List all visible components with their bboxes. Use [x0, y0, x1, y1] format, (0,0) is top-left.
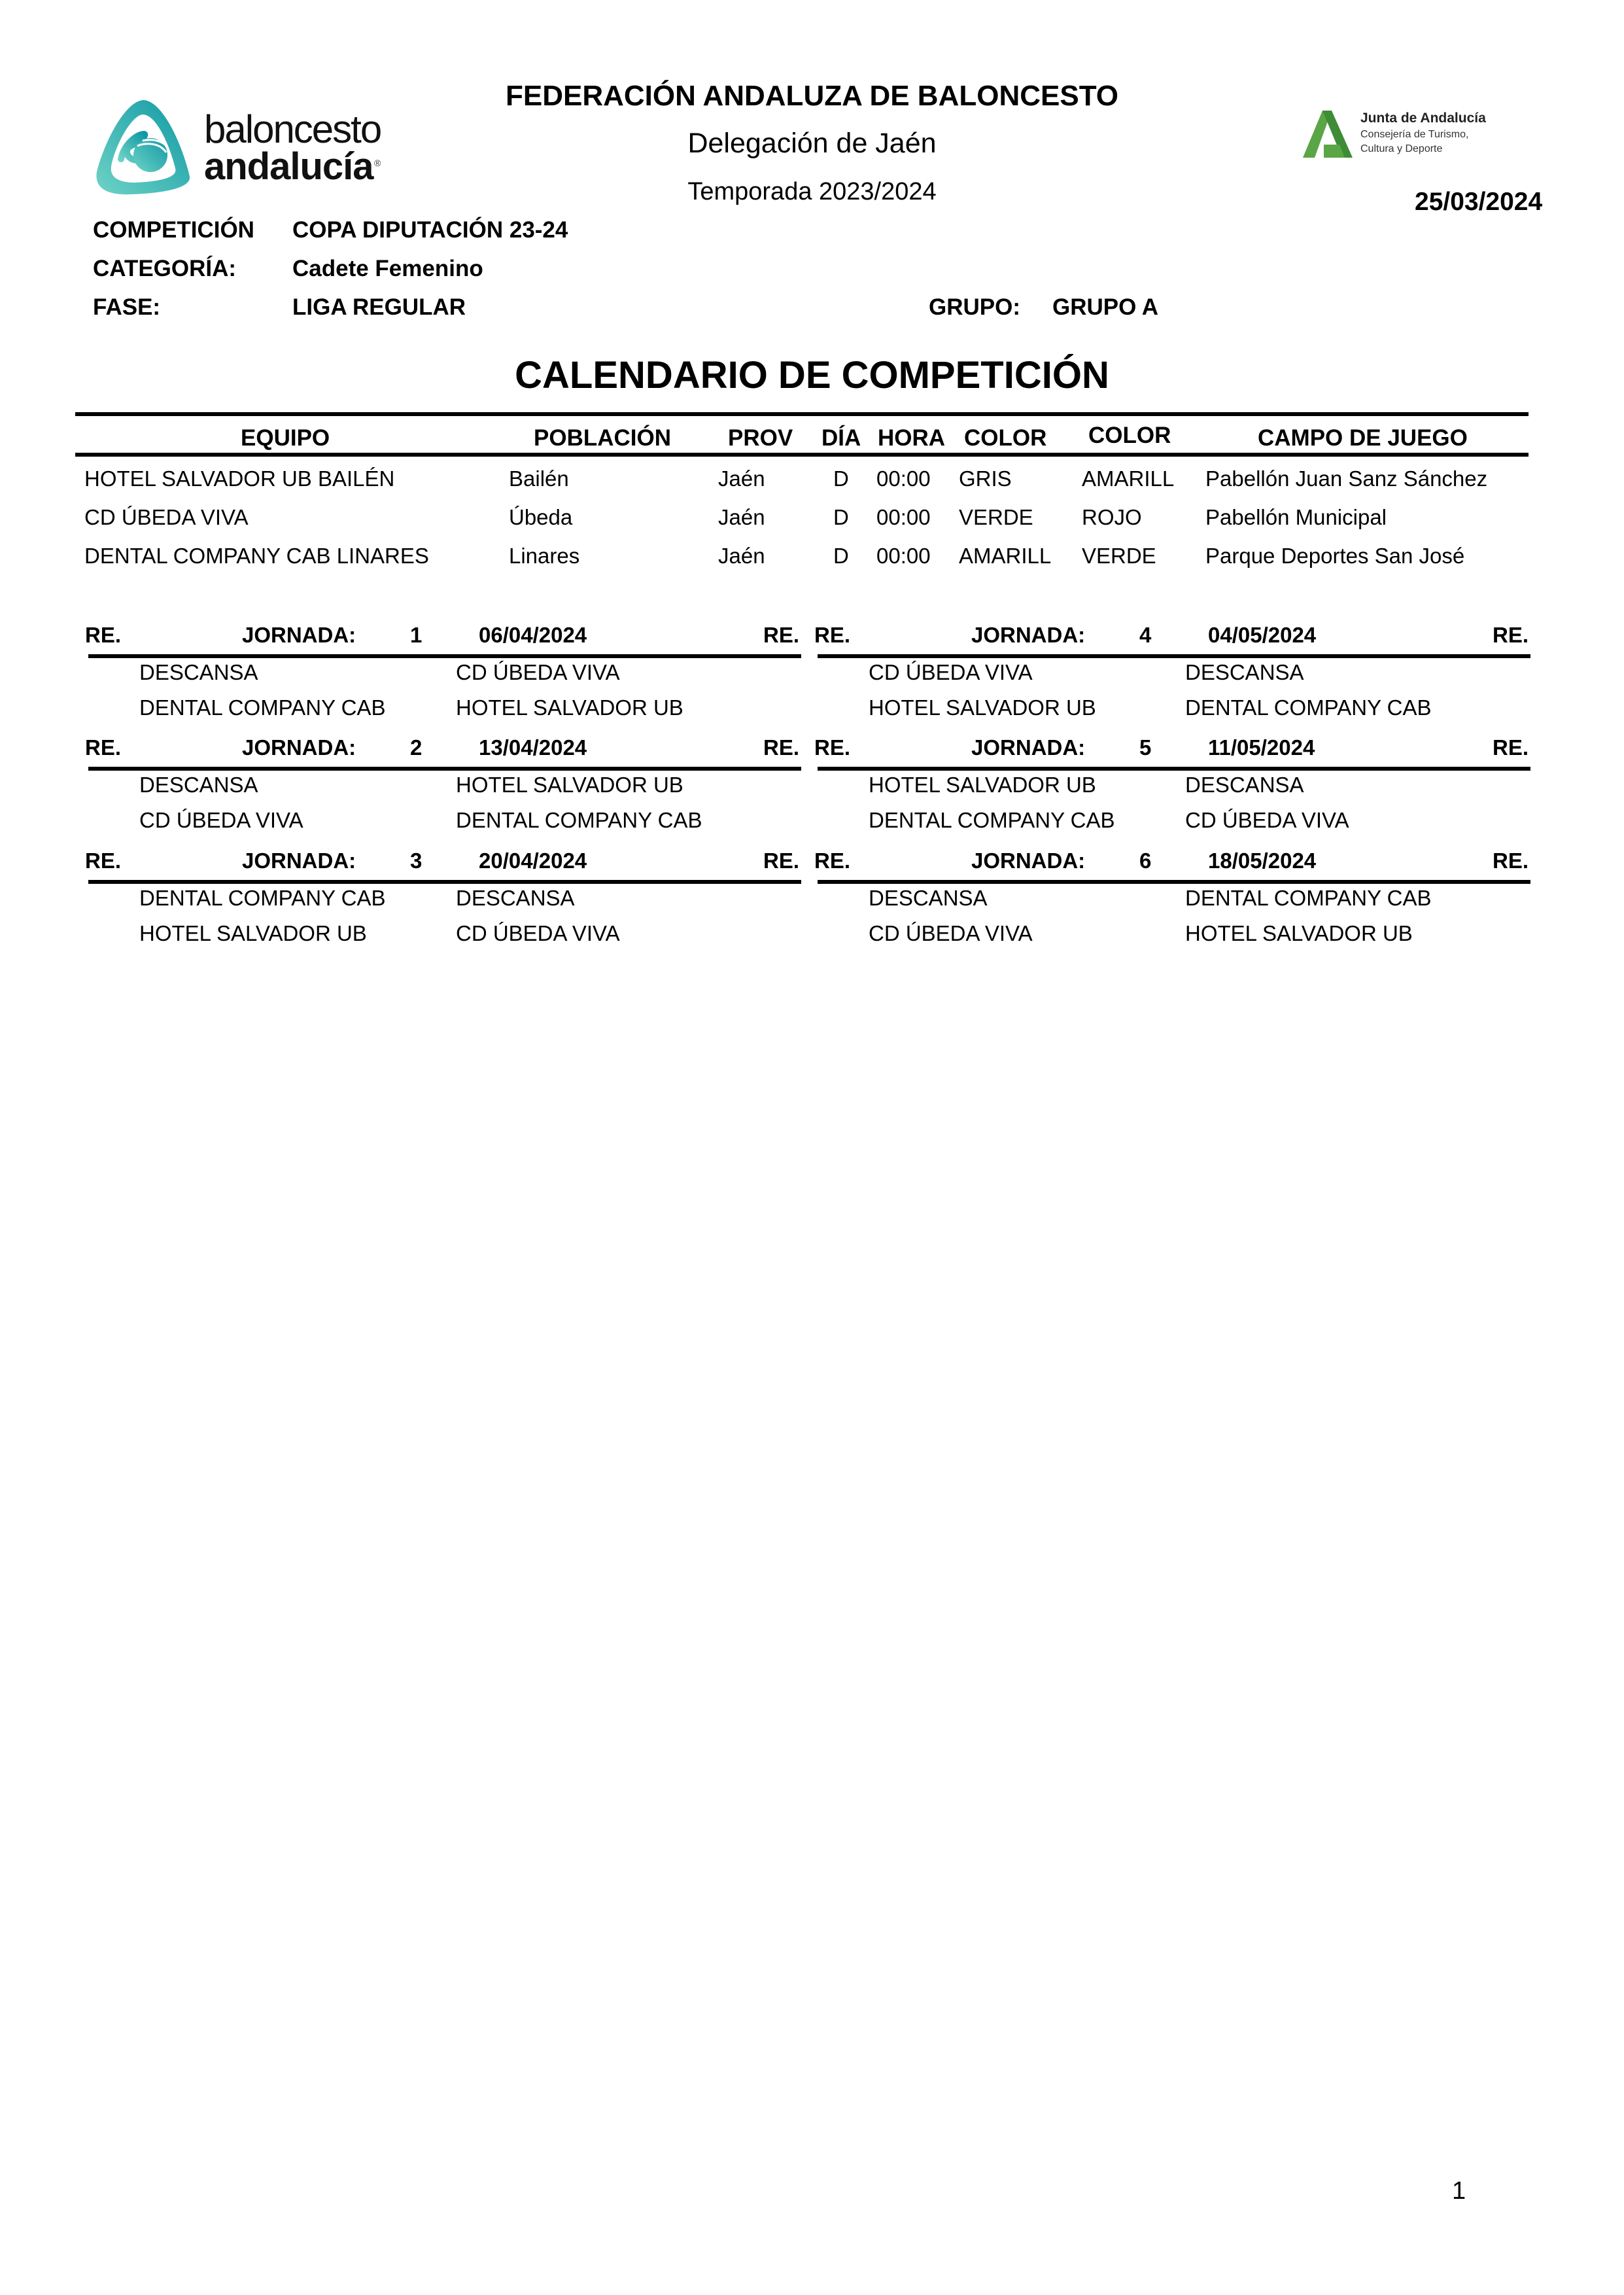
jornada-date: 04/05/2024	[1208, 623, 1317, 647]
re-label-right: RE.	[1493, 735, 1529, 760]
jornada-rule	[818, 654, 1530, 658]
re-label-left: RE.	[814, 735, 851, 760]
team-color-1: AMARILL	[959, 544, 1052, 568]
team-color-2: VERDE	[1082, 544, 1156, 568]
phase-value: LIGA REGULAR	[292, 294, 466, 320]
header-poblacion: POBLACIÓN	[534, 425, 671, 451]
match-home-team: DESCANSA	[139, 773, 258, 797]
match-home-team: HOTEL SALVADOR UB	[139, 921, 367, 945]
team-time: 00:00	[876, 466, 931, 491]
federation-logo-line1: baloncesto	[204, 107, 381, 151]
match-home-team: DESCANSA	[869, 886, 988, 910]
page-number: 1	[1452, 2177, 1466, 2205]
registered-mark: ®	[374, 158, 381, 168]
team-time: 00:00	[876, 505, 931, 529]
jornada-label: JORNADA:	[971, 735, 1086, 760]
header-color-1: COLOR	[964, 425, 1047, 451]
match-away-team: HOTEL SALVADOR UB	[456, 773, 683, 797]
junta-logo-line2: Consejería de Turismo,	[1360, 129, 1469, 140]
jornada-number: 4	[1139, 623, 1152, 647]
match-home-team: DENTAL COMPANY CAB	[869, 808, 1115, 832]
junta-logo-line1: Junta de Andalucía	[1360, 111, 1486, 126]
jornada-number: 5	[1139, 735, 1152, 760]
junta-logo-line3: Cultura y Deporte	[1360, 143, 1443, 154]
jornada-label: JORNADA:	[242, 623, 356, 647]
match-home-team: HOTEL SALVADOR UB	[869, 773, 1096, 797]
team-color-2: ROJO	[1082, 505, 1142, 529]
group-value: GRUPO A	[1052, 294, 1159, 320]
match-home-team: CD ÚBEDA VIVA	[139, 808, 303, 832]
match-away-team: DENTAL COMPANY CAB	[1185, 695, 1432, 720]
re-label-right: RE.	[763, 735, 800, 760]
team-province: Jaén	[718, 544, 765, 568]
team-province: Jaén	[718, 505, 765, 529]
match-home-team: CD ÚBEDA VIVA	[869, 921, 1033, 945]
team-color-1: VERDE	[959, 505, 1033, 529]
match-home-team: HOTEL SALVADOR UB	[869, 695, 1096, 720]
team-color-2: AMARILL	[1082, 466, 1175, 491]
jornada-label: JORNADA:	[971, 849, 1086, 873]
re-label-left: RE.	[85, 849, 122, 873]
phase-label: FASE:	[93, 294, 161, 320]
calendar-title: CALENDARIO DE COMPETICIÓN	[515, 354, 1109, 396]
team-name: CD ÚBEDA VIVA	[84, 505, 249, 529]
jornada-date: 18/05/2024	[1208, 849, 1317, 873]
jornada-label: JORNADA:	[242, 735, 356, 760]
match-away-team: DESCANSA	[456, 886, 575, 910]
federation-title: FEDERACIÓN ANDALUZA DE BALONCESTO	[505, 80, 1119, 112]
jornada-rule	[818, 880, 1530, 884]
team-town: Linares	[509, 544, 580, 568]
re-label-left: RE.	[85, 623, 122, 647]
header-prov: PROV	[728, 425, 793, 451]
jornada-number: 1	[410, 623, 423, 647]
jornada-date: 11/05/2024	[1208, 735, 1315, 760]
re-label-left: RE.	[814, 623, 851, 647]
re-label-left: RE.	[85, 735, 122, 760]
jornada-rule	[88, 654, 801, 658]
competition-value: COPA DIPUTACIÓN 23-24	[292, 217, 568, 243]
group-label: GRUPO:	[929, 294, 1020, 320]
jornada-rule	[818, 767, 1530, 771]
header-dia: DÍA	[821, 425, 861, 451]
re-label-right: RE.	[763, 849, 800, 873]
category-value: Cadete Femenino	[292, 256, 483, 281]
match-home-team: DESCANSA	[139, 660, 258, 684]
header-color-2: COLOR	[1088, 423, 1171, 448]
team-color-1: GRIS	[959, 466, 1012, 491]
match-away-team: DENTAL COMPANY CAB	[456, 808, 702, 832]
jornada-label: JORNADA:	[242, 849, 356, 873]
team-venue: Parque Deportes San José	[1205, 544, 1465, 568]
season: Temporada 2023/2024	[687, 178, 937, 205]
team-name: DENTAL COMPANY CAB LINARES	[84, 544, 429, 568]
match-away-team: HOTEL SALVADOR UB	[456, 695, 683, 720]
team-day: D	[833, 466, 849, 491]
match-away-team: CD ÚBEDA VIVA	[456, 921, 620, 945]
re-label-right: RE.	[1493, 623, 1529, 647]
match-away-team: HOTEL SALVADOR UB	[1185, 921, 1413, 945]
report-date: 25/03/2024	[1415, 188, 1543, 216]
delegation: Delegación de Jaén	[687, 128, 937, 159]
table-header-rule	[75, 453, 1529, 457]
category-label: CATEGORÍA:	[93, 256, 237, 281]
header-campo: CAMPO DE JUEGO	[1258, 425, 1468, 451]
team-province: Jaén	[718, 466, 765, 491]
match-away-team: DESCANSA	[1185, 660, 1304, 684]
team-town: Úbeda	[509, 505, 573, 529]
header-equipo: EQUIPO	[241, 425, 330, 451]
team-day: D	[833, 505, 849, 529]
competition-label: COMPETICIÓN	[93, 217, 254, 243]
re-label-right: RE.	[763, 623, 800, 647]
team-time: 00:00	[876, 544, 931, 568]
jornada-number: 6	[1139, 849, 1152, 873]
team-venue: Pabellón Municipal	[1205, 505, 1387, 529]
jornada-number: 2	[410, 735, 423, 760]
header-hora: HORA	[878, 425, 946, 451]
match-home-team: DENTAL COMPANY CAB	[139, 695, 386, 720]
match-away-team: DENTAL COMPANY CAB	[1185, 886, 1432, 910]
team-town: Bailén	[509, 466, 569, 491]
table-top-rule	[75, 412, 1529, 416]
re-label-left: RE.	[814, 849, 851, 873]
jornada-rule	[88, 767, 801, 771]
match-home-team: DENTAL COMPANY CAB	[139, 886, 386, 910]
team-venue: Pabellón Juan Sanz Sánchez	[1205, 466, 1488, 491]
match-away-team: CD ÚBEDA VIVA	[1185, 808, 1349, 832]
jornada-label: JORNADA:	[971, 623, 1086, 647]
jornada-date: 13/04/2024	[479, 735, 587, 760]
re-label-right: RE.	[1493, 849, 1529, 873]
match-home-team: CD ÚBEDA VIVA	[869, 660, 1033, 684]
match-away-team: CD ÚBEDA VIVA	[456, 660, 620, 684]
federation-logo-line2: andalucía	[204, 145, 373, 188]
jornada-rule	[88, 880, 801, 884]
jornada-number: 3	[410, 849, 423, 873]
match-away-team: DESCANSA	[1185, 773, 1304, 797]
jornada-date: 20/04/2024	[479, 849, 587, 873]
team-day: D	[833, 544, 849, 568]
team-name: HOTEL SALVADOR UB BAILÉN	[84, 466, 395, 491]
jornada-date: 06/04/2024	[479, 623, 587, 647]
